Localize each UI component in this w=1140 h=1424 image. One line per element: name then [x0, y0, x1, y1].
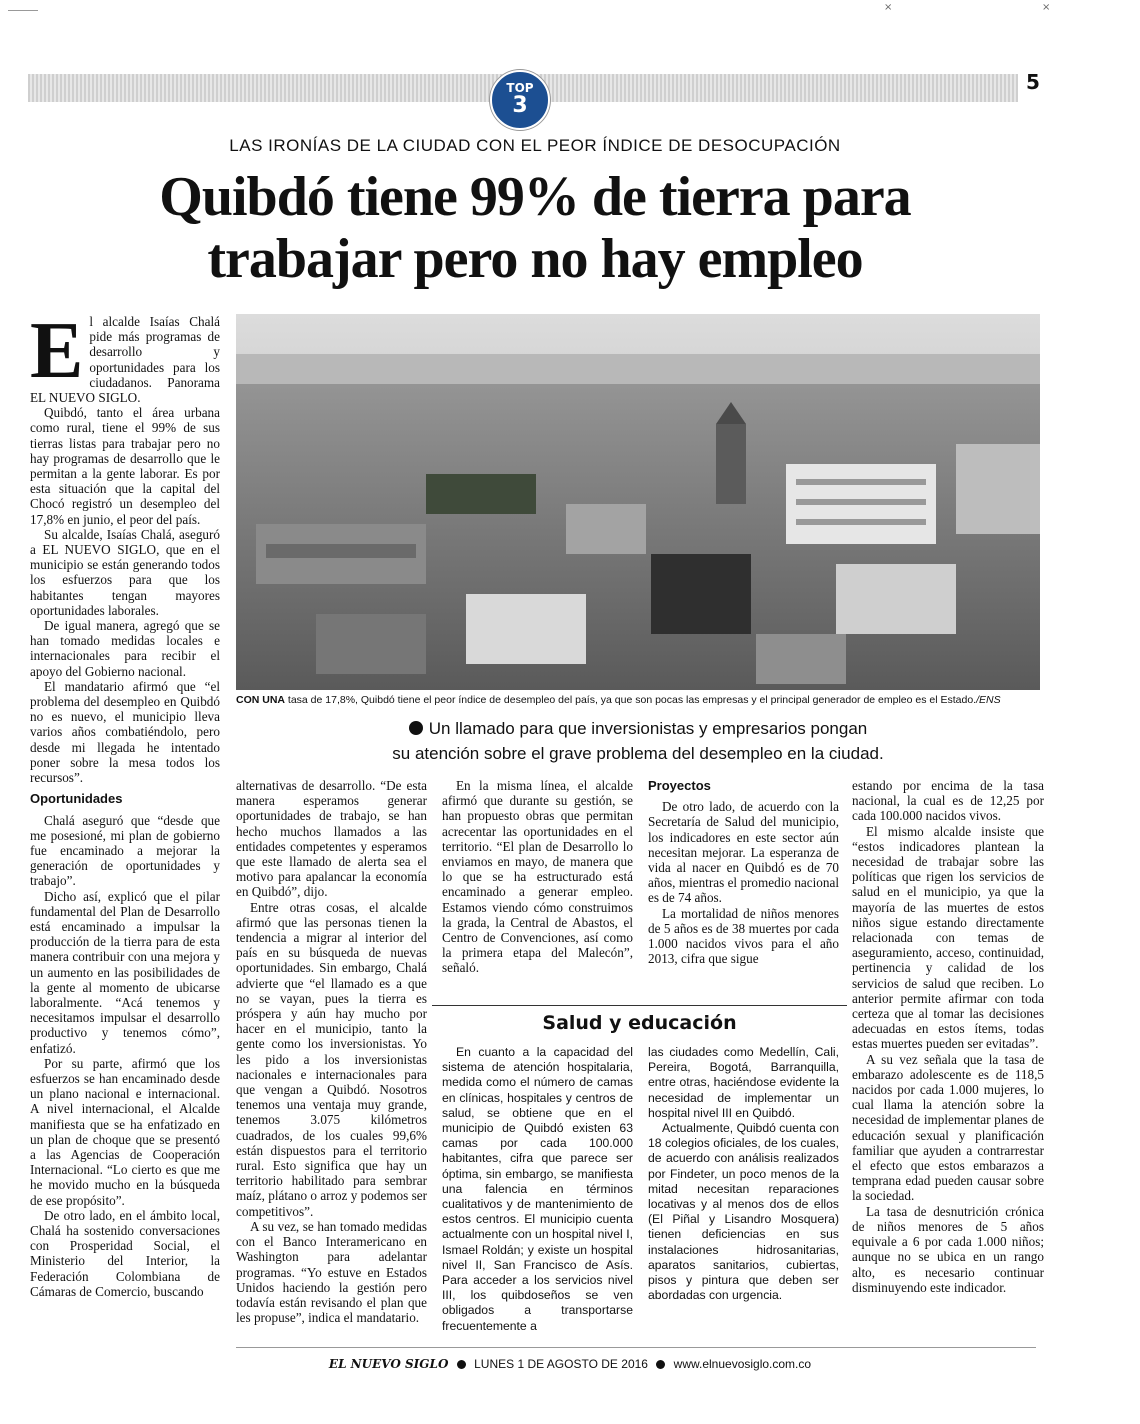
drop-cap: E [30, 307, 84, 395]
page-number: 5 [1026, 70, 1040, 94]
city-aerial-photo [236, 314, 1040, 690]
column-1 [30, 307, 220, 1299]
paragraph: Por su parte, afirmó que los esfuerzos se han encaminado desde un plano nacional e internacional. A nivel internacional, el Alcalde manifiesta que se ha enfatizado en un plan de choque que se presentó a las Agencias de Cooperación Internacional. “Lo cierto es que me he movido mucho en la búsqueda de ese propósito”. [30, 1055, 220, 1208]
column-2 [236, 778, 427, 1325]
paragraph: De igual manera, agregó que se han tomado medidas locales e internacionales para recibir el apoyo del Gobierno nacional. [30, 618, 220, 679]
subhead-oportunidades: Oportunidades [30, 791, 123, 807]
deck [236, 716, 1040, 766]
paragraph: estando por encima de la tasa nacional, la cual es de 12,25 por cada 100.000 nacidos vivos. [852, 778, 1044, 824]
caption-text: tasa de 17,8%, Quibdó tiene el peor índice de desempleo del país, ya que son pocas las empresas y el principal generador de empleo es el Estado. [285, 694, 977, 706]
deck-text-1: Un llamado para que inversionistas y empresarios pongan [428, 719, 868, 738]
paragraph: alternativas de desarrollo. “De esta manera esperamos generar oportunidades de trabajo, se han hecho muchos llamados a las entidades competentes y esperamos que este llamado de alerta sea el motivo para apalancar la economía en Quibdó”, dijo. [236, 778, 427, 900]
crop-mark: × [1042, 2, 1051, 13]
salud-column-left [442, 1045, 633, 1334]
headline-line-1: Quibdó tiene 99% de tierra para [159, 166, 911, 228]
paragraph: Su alcalde, Isaías Chalá, aseguró a EL NUEVO SIGLO, que en el municipio se están generando todos los esfuerzos para que los habitantes tengan mayores oportunidades laborales. [30, 526, 220, 618]
newspaper-logo: EL NUEVO SIGLO [328, 1357, 449, 1371]
box-rule [432, 1005, 847, 1006]
bullet-icon [656, 1360, 665, 1369]
paragraph: Chalá aseguró que “desde que me posesioné, mi plan de gobierno fue encaminado a mejorar la generación de oportunidades y trabajo”. [30, 812, 220, 889]
salud-column-right [648, 1045, 839, 1303]
city-aerial-photo-graphic [236, 314, 1040, 690]
paragraph: La tasa de desnutrición crónica de niños menores de 5 años equivale a 6 por cada 1.000 niños; aunque no se ubica en un rango alto, es necesario continuar disminuyendo este indicador. [852, 1203, 1044, 1295]
bullet-icon [457, 1360, 466, 1369]
column-5 [852, 778, 1044, 1295]
salud-title: Salud y educación [542, 1012, 737, 1034]
caption-credit: /ENS [976, 694, 1001, 706]
paragraph: El mismo alcalde insiste que “estos indicadores plantean la necesidad de trabajar sobre las políticas que rigen los servicios de salud en el municipio, ya que la mayoría de las muertes de estos niños sigue estando directamente relacionada con temas de aseguramiento, acceso, continuidad, pertinencia y calidad de los servicios de salud que reciben. Lo anterior permite afirmar con toda certeza que al tomar las decisiones adecuadas en estos ítems, todas estas muertes pueden ser evitadas”. [852, 823, 1044, 1052]
top-badge [490, 70, 550, 130]
crop-mark: × [884, 2, 893, 13]
deck-line-2: su atención sobre el grave problema del desempleo en la ciudad. [392, 744, 884, 763]
lead-paragraph [30, 307, 220, 406]
deck-line-1 [236, 716, 1040, 741]
issue-date: LUNES 1 DE AGOSTO DE 2016 [474, 1357, 648, 1371]
paragraph: Actualmente, Quibdó cuenta con 18 colegios oficiales, de los cuales, de acuerdo con análisis realizados por Findeter, un poco menos de la mitad necesitan reparaciones locativas y al menos dos de ellos (El Piñal y Lisandro Mosquera) tienen deficiencias en sus instalaciones hidrosanitarias, aparatos sanitarios, cubiertas, pisos y pintura que deben ser abordadas con urgencia. [648, 1121, 839, 1303]
paragraph: Quibdó, tanto el área urbana como rural, tiene el 99% de sus tierras listas para trabajar pero no hay programas de desarrollo que le permitan a la gente laborar. Es por esta situación que la capital del Chocó registró un desempleo del 17,8% en junio, el peor del país. [30, 405, 220, 527]
paragraph: A su vez, se han tomado medidas con el Banco Interamericano en Washington para adelantar programas. “Yo estuve en Estados Unidos haciendo la gestión pero todavía están revisando el plan que les propuse”, indica el mandatario. [236, 1218, 427, 1326]
paragraph: las ciudades como Medellín, Cali, Pereira, Bogotá, Barranquilla, entre otras, haciéndose evidente la necesidad de implementar un hospital nivel III en Quibdó. [648, 1045, 839, 1120]
website-url: www.elnuevosiglo.com.co [673, 1357, 812, 1371]
headline-line-2: trabajar pero no hay empleo [207, 228, 863, 290]
column-4 [648, 778, 839, 966]
top-badge-label: TOP [506, 81, 534, 95]
caption-lead: CON UNA [236, 694, 285, 706]
kicker: LAS IRONÍAS DE LA CIUDAD CON EL PEOR ÍNDICE DE DESOCUPACIÓN [229, 136, 841, 155]
crop-mark [8, 10, 38, 11]
footer-rule [236, 1347, 1036, 1348]
paragraph: En cuanto a la capacidad del sistema de atención hospitalaria, medida como el número de camas en clínicas, hospitales y centros de salud, se obtiene que en el municipio de Quibdó existen 63 camas por cada 100.000 habitantes, cifra que parece ser óptima, sin embargo, se manifiesta una falencia en términos cualitativos y de mantenimiento de estos centros. El municipio cuenta actualmente con un hospital nivel I, Ismael Roldán; y existe un hospital nivel II, San Francisco de Asís. Para acceder a los servicios nivel III, los quibdoseños se ven obligados a transportarse frecuentemente a [442, 1045, 633, 1333]
paragraph: A su vez señala que la tasa de embarazo adolescente es de 118,5 nacidos por cada 1.000 mujeres, lo cual llama la atención sobre la necesidad de implementar planes de educación sexual y planificación familiar que ayuden a contrarrestar el efecto que estos embarazos a temprana edad pueden causar sobre la sociedad. [852, 1051, 1044, 1204]
paragraph: Dicho así, explicó que el pilar fundamental del Plan de Desarrollo está encaminado a impulsar la producción de la tierra para de esta manera contribuir con una mejora y un aumento en las posibilidades de la gente al momento de ubicarse laboralmente. “Acá tenemos y necesitamos impulsar el desarrollo productivo y tenemos cómo”, enfatizó. [30, 888, 220, 1056]
paragraph: De otro lado, en el ámbito local, Chalá ha sostenido conversaciones con Prosperidad Social, el Ministerio del Interior, la Federación Colombiana de Cámaras de Comercio, buscando [30, 1207, 220, 1299]
photo-caption [236, 694, 1040, 706]
subhead-proyectos: Proyectos [648, 778, 711, 793]
paragraph: El mandatario afirmó que “el problema del desempleo en Quibdó no es nuevo, el municipio lleva varios años combatiéndolo, pero desde mi llegada he intentado poner sobre la mesa todos los recursos”. [30, 678, 220, 786]
paragraph: De otro lado, de acuerdo con la Secretaría de Salud del municipio, los indicadores en este sector aún necesitan mejorar. La esperanza de vida al nacer en Quibdó es de 70 años, mientras el promedio nacional es de 74 años. [648, 799, 839, 906]
footer [0, 1357, 1140, 1371]
paragraph: La mortalidad de niños menores de 5 años es de 38 muertes por cada 1.000 nacidos vivos para el año 2013, cifra que sigue [648, 905, 839, 967]
top-badge-number: 3 [512, 93, 528, 118]
headline [0, 166, 1070, 290]
paragraph: En la misma línea, el alcalde afirmó que durante su gestión, se han propuesto obras que permitan acrecentar las oportunidades en el territorio. “El plan de Desarrollo lo enviamos en mayo, de manera que lo que se ha estructurado está encaminado a generar empleo. Estamos viendo cómo construimos la grada, la Central de Abastos, el Centro de Convenciones, así como la primera etapa del Malecón”, señaló. [442, 778, 633, 976]
lead-text: l alcalde Isaías Chalá pide más programas de desarrollo y oportunidades para los ciudadanos. Panorama EL NUEVO SIGLO. [30, 314, 220, 406]
bullet-icon [409, 721, 423, 735]
paragraph: Entre otras cosas, el alcalde afirmó que las personas tienen la tendencia a migrar al interior del país en su búsqueda de nuevas oportunidades. Sin embargo, Chalá advierte que “el llamado es a que no se vayan, pues la tierra es próspera y aún hay mucho por hacer en el municipio, tanto la gente como los inversionistas. Yo les pido a los inversionistas nacionales e internacionales para que vengan a Quibdó. Nosotros tenemos una ventaja muy grande, tenemos 3.075 kilómetros cuadrados, de los cuales 99,6% están dispuestos para el territorio rural. Esto significa que hay un territorio habilitado para sembrar maíz, plátano o arroz y podemos ser competitivos”. [236, 899, 427, 1219]
column-3 [442, 778, 633, 976]
